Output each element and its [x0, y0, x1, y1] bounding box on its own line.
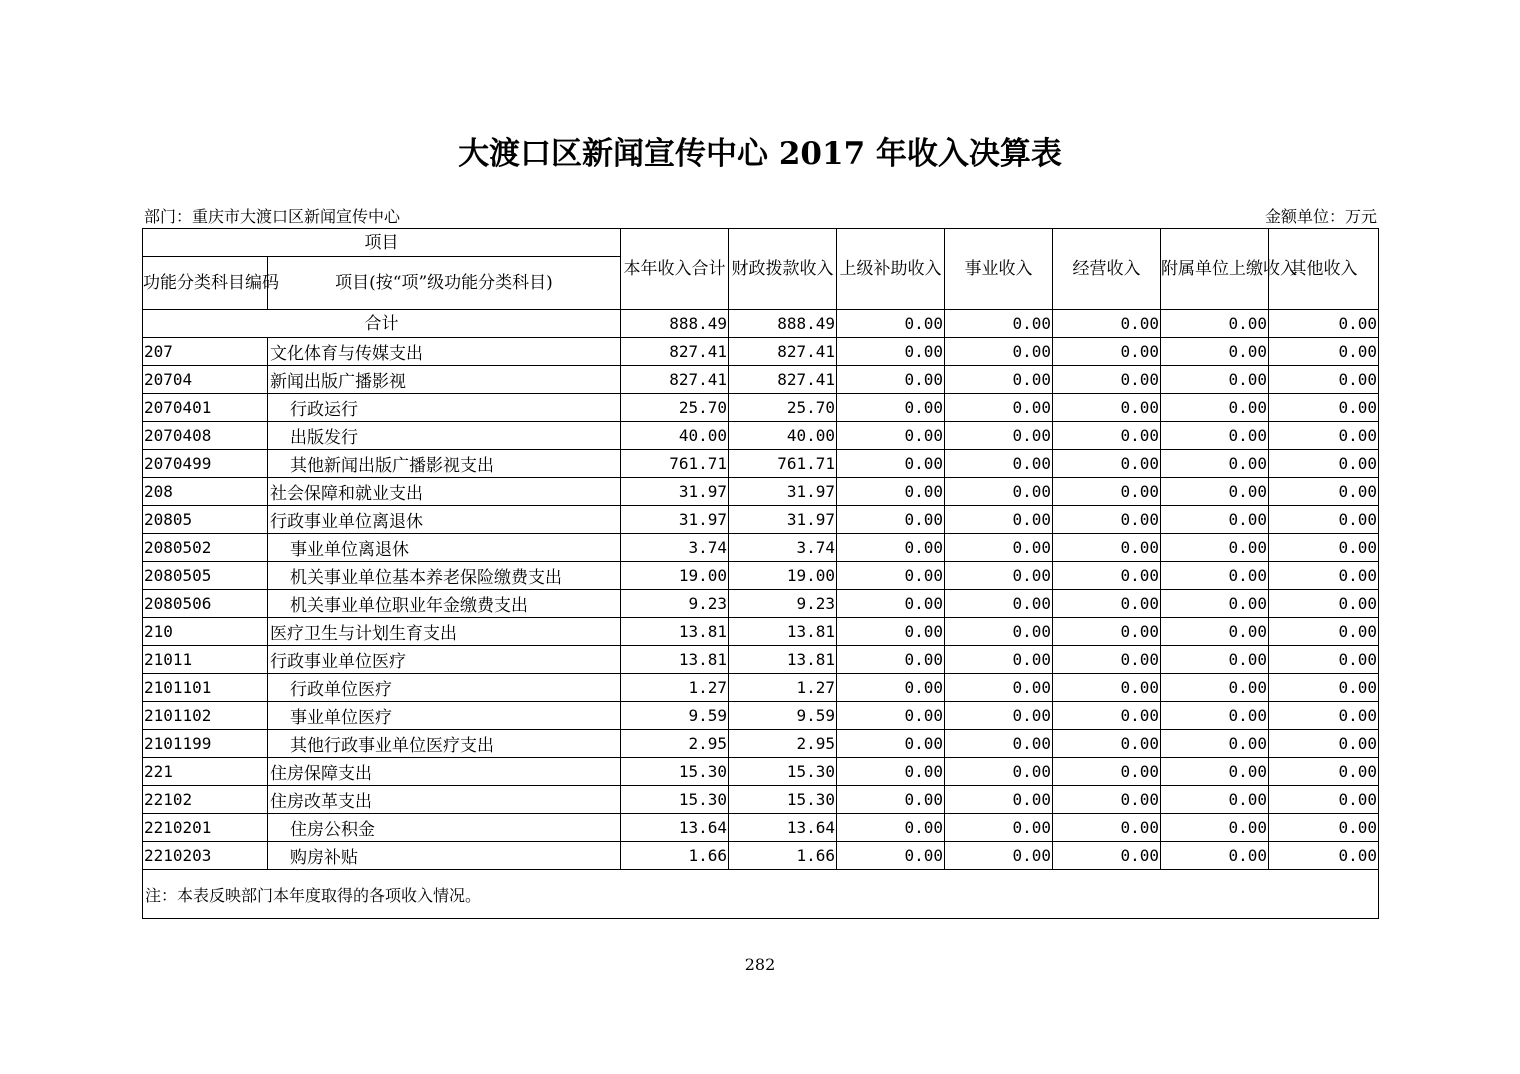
row-value: 0.00	[945, 814, 1053, 842]
row-value: 0.00	[1269, 646, 1379, 674]
header-fiscal: 财政拨款收入	[729, 229, 837, 310]
row-value: 1.66	[621, 842, 729, 870]
row-value: 13.64	[621, 814, 729, 842]
row-name: 文化体育与传媒支出	[268, 338, 621, 366]
row-value: 0.00	[1269, 394, 1379, 422]
row-value: 0.00	[945, 394, 1053, 422]
row-value: 761.71	[621, 450, 729, 478]
row-value: 0.00	[1053, 478, 1161, 506]
row-value: 0.00	[1269, 786, 1379, 814]
row-value: 0.00	[1053, 646, 1161, 674]
row-value: 31.97	[729, 506, 837, 534]
row-name: 行政运行	[268, 394, 621, 422]
row-value: 2.95	[729, 730, 837, 758]
row-value: 0.00	[1053, 450, 1161, 478]
row-name: 新闻出版广播影视	[268, 366, 621, 394]
row-name: 机关事业单位基本养老保险缴费支出	[268, 562, 621, 590]
row-value: 0.00	[1053, 534, 1161, 562]
row-code: 2070408	[143, 422, 268, 450]
row-code: 20805	[143, 506, 268, 534]
row-name: 医疗卫生与计划生育支出	[268, 618, 621, 646]
row-value: 0.00	[1053, 674, 1161, 702]
row-value: 25.70	[621, 394, 729, 422]
row-value: 0.00	[1269, 450, 1379, 478]
row-value: 0.00	[1161, 786, 1269, 814]
total-cell: 888.49	[729, 310, 837, 338]
row-name: 社会保障和就业支出	[268, 478, 621, 506]
total-cell: 0.00	[1161, 310, 1269, 338]
row-value: 3.74	[729, 534, 837, 562]
table-row	[143, 478, 1379, 506]
table-row	[143, 562, 1379, 590]
row-value: 0.00	[1269, 702, 1379, 730]
row-value: 0.00	[837, 814, 945, 842]
row-name: 购房补贴	[268, 842, 621, 870]
row-value: 0.00	[1053, 422, 1161, 450]
row-value: 0.00	[945, 366, 1053, 394]
row-value: 0.00	[837, 422, 945, 450]
row-name: 出版发行	[268, 422, 621, 450]
row-value: 0.00	[1269, 478, 1379, 506]
row-value: 40.00	[729, 422, 837, 450]
row-value: 0.00	[1161, 646, 1269, 674]
row-value: 0.00	[1269, 506, 1379, 534]
row-value: 0.00	[1161, 338, 1269, 366]
table-note: 注：本表反映部门本年度取得的各项收入情况。	[143, 870, 1379, 919]
row-value: 31.97	[729, 478, 837, 506]
row-name: 行政单位医疗	[268, 674, 621, 702]
row-value: 0.00	[837, 562, 945, 590]
row-name: 住房改革支出	[268, 786, 621, 814]
row-value: 0.00	[1053, 394, 1161, 422]
row-name: 事业单位医疗	[268, 702, 621, 730]
row-value: 1.27	[729, 674, 837, 702]
row-value: 0.00	[1269, 674, 1379, 702]
row-value: 0.00	[837, 534, 945, 562]
row-value: 0.00	[837, 450, 945, 478]
table-row	[143, 842, 1379, 870]
row-name: 住房公积金	[268, 814, 621, 842]
row-code: 221	[143, 758, 268, 786]
row-value: 0.00	[1161, 730, 1269, 758]
row-value: 0.00	[1053, 366, 1161, 394]
row-value: 0.00	[945, 562, 1053, 590]
row-value: 0.00	[837, 590, 945, 618]
table-row	[143, 786, 1379, 814]
row-value: 0.00	[945, 422, 1053, 450]
row-value: 0.00	[945, 758, 1053, 786]
row-value: 0.00	[1269, 618, 1379, 646]
row-value: 0.00	[945, 534, 1053, 562]
row-value: 0.00	[1053, 758, 1161, 786]
row-value: 0.00	[945, 450, 1053, 478]
row-value: 0.00	[1161, 842, 1269, 870]
header-project: 项目	[143, 229, 621, 257]
row-value: 0.00	[1053, 842, 1161, 870]
row-value: 0.00	[1269, 562, 1379, 590]
row-value: 15.30	[621, 786, 729, 814]
row-code: 2070499	[143, 450, 268, 478]
row-name: 其他新闻出版广播影视支出	[268, 450, 621, 478]
row-value: 0.00	[945, 786, 1053, 814]
table-row	[143, 814, 1379, 842]
row-value: 19.00	[729, 562, 837, 590]
row-value: 13.81	[729, 646, 837, 674]
row-code: 2101199	[143, 730, 268, 758]
row-value: 0.00	[837, 842, 945, 870]
row-value: 0.00	[837, 338, 945, 366]
row-value: 0.00	[1161, 534, 1269, 562]
table-row	[143, 590, 1379, 618]
row-code: 207	[143, 338, 268, 366]
row-value: 1.66	[729, 842, 837, 870]
table-row	[143, 646, 1379, 674]
header-superior: 上级补助收入	[837, 229, 945, 310]
row-value: 0.00	[1161, 394, 1269, 422]
row-value: 0.00	[1053, 590, 1161, 618]
row-value: 0.00	[945, 730, 1053, 758]
total-label: 合计	[143, 310, 621, 338]
row-code: 2080506	[143, 590, 268, 618]
table-row	[143, 394, 1379, 422]
row-value: 0.00	[1053, 506, 1161, 534]
total-cell: 0.00	[837, 310, 945, 338]
row-value: 761.71	[729, 450, 837, 478]
row-value: 0.00	[1053, 730, 1161, 758]
row-code: 2080502	[143, 534, 268, 562]
row-value: 0.00	[1053, 786, 1161, 814]
header-business: 事业收入	[945, 229, 1053, 310]
header-affiliated: 附属单位上缴收入	[1161, 229, 1269, 310]
row-value: 0.00	[837, 674, 945, 702]
table-row	[143, 338, 1379, 366]
row-value: 0.00	[1269, 534, 1379, 562]
row-code: 2101101	[143, 674, 268, 702]
row-value: 25.70	[729, 394, 837, 422]
row-value: 15.30	[621, 758, 729, 786]
department-label: 部门：重庆市大渡口区新闻宣传中心	[144, 207, 401, 226]
row-value: 0.00	[945, 506, 1053, 534]
row-value: 0.00	[837, 646, 945, 674]
row-value: 0.00	[1269, 814, 1379, 842]
row-value: 0.00	[945, 646, 1053, 674]
row-value: 0.00	[1161, 702, 1269, 730]
row-value: 0.00	[1161, 618, 1269, 646]
row-value: 0.00	[945, 702, 1053, 730]
row-value: 0.00	[1269, 422, 1379, 450]
row-value: 0.00	[1269, 338, 1379, 366]
header-operating: 经营收入	[1053, 229, 1161, 310]
row-value: 13.81	[621, 646, 729, 674]
row-value: 9.59	[621, 702, 729, 730]
table-row	[143, 534, 1379, 562]
row-value: 13.64	[729, 814, 837, 842]
row-value: 0.00	[1269, 758, 1379, 786]
row-value: 0.00	[837, 618, 945, 646]
row-value: 0.00	[837, 786, 945, 814]
row-value: 0.00	[837, 506, 945, 534]
row-value: 15.30	[729, 758, 837, 786]
row-value: 0.00	[1053, 702, 1161, 730]
row-value: 0.00	[837, 758, 945, 786]
row-value: 15.30	[729, 786, 837, 814]
row-value: 0.00	[1161, 450, 1269, 478]
row-value: 0.00	[1161, 674, 1269, 702]
row-value: 0.00	[1161, 562, 1269, 590]
amount-unit-label: 金额单位：万元	[1264, 207, 1377, 226]
total-cell: 0.00	[945, 310, 1053, 338]
header-total: 本年收入合计	[621, 229, 729, 310]
income-table	[142, 228, 1379, 919]
row-value: 827.41	[621, 338, 729, 366]
row-value: 0.00	[945, 590, 1053, 618]
table-row	[143, 422, 1379, 450]
row-value: 0.00	[837, 702, 945, 730]
row-value: 827.41	[729, 366, 837, 394]
row-value: 0.00	[1161, 758, 1269, 786]
row-value: 0.00	[1161, 422, 1269, 450]
row-value: 0.00	[1269, 590, 1379, 618]
row-value: 0.00	[1269, 730, 1379, 758]
table-row	[143, 730, 1379, 758]
row-code: 20704	[143, 366, 268, 394]
row-value: 2.95	[621, 730, 729, 758]
row-value: 0.00	[837, 730, 945, 758]
row-value: 0.00	[1269, 366, 1379, 394]
row-value: 0.00	[1161, 478, 1269, 506]
row-value: 9.23	[729, 590, 837, 618]
row-value: 13.81	[621, 618, 729, 646]
row-value: 13.81	[729, 618, 837, 646]
row-value: 1.27	[621, 674, 729, 702]
row-value: 0.00	[1161, 590, 1269, 618]
row-value: 0.00	[1161, 506, 1269, 534]
row-value: 9.59	[729, 702, 837, 730]
row-name: 机关事业单位职业年金缴费支出	[268, 590, 621, 618]
row-value: 19.00	[621, 562, 729, 590]
row-value: 0.00	[1053, 562, 1161, 590]
table-row	[143, 674, 1379, 702]
table-row	[143, 618, 1379, 646]
total-row	[143, 310, 1379, 338]
row-code: 2101102	[143, 702, 268, 730]
table-row	[143, 758, 1379, 786]
row-value: 0.00	[1053, 338, 1161, 366]
row-code: 2070401	[143, 394, 268, 422]
row-value: 0.00	[1161, 814, 1269, 842]
header-name: 项目(按“项”级功能分类科目)	[268, 257, 621, 310]
row-code: 210	[143, 618, 268, 646]
row-code: 2210201	[143, 814, 268, 842]
header-code: 功能分类科目编码	[143, 257, 268, 310]
row-value: 31.97	[621, 506, 729, 534]
row-value: 0.00	[945, 338, 1053, 366]
row-value: 827.41	[729, 338, 837, 366]
page-title: 大渡口区新闻宣传中心 2017 年收入决算表	[458, 136, 1062, 172]
row-value: 0.00	[945, 842, 1053, 870]
row-name: 事业单位离退休	[268, 534, 621, 562]
row-value: 0.00	[945, 674, 1053, 702]
row-value: 0.00	[1053, 618, 1161, 646]
row-value: 827.41	[621, 366, 729, 394]
row-code: 22102	[143, 786, 268, 814]
table-row	[143, 450, 1379, 478]
row-value: 0.00	[1269, 842, 1379, 870]
row-value: 0.00	[837, 366, 945, 394]
page-number: 282	[744, 955, 776, 974]
row-value: 3.74	[621, 534, 729, 562]
row-value: 0.00	[945, 478, 1053, 506]
row-value: 40.00	[621, 422, 729, 450]
total-cell: 888.49	[621, 310, 729, 338]
row-value: 0.00	[1053, 814, 1161, 842]
row-value: 0.00	[837, 478, 945, 506]
row-code: 21011	[143, 646, 268, 674]
row-name: 行政事业单位离退休	[268, 506, 621, 534]
row-code: 2210203	[143, 842, 268, 870]
total-cell: 0.00	[1053, 310, 1161, 338]
row-value: 31.97	[621, 478, 729, 506]
row-value: 0.00	[1161, 366, 1269, 394]
table-row	[143, 506, 1379, 534]
total-cell: 0.00	[1269, 310, 1379, 338]
table-row	[143, 366, 1379, 394]
row-value: 0.00	[945, 618, 1053, 646]
row-value: 0.00	[837, 394, 945, 422]
row-name: 行政事业单位医疗	[268, 646, 621, 674]
row-code: 208	[143, 478, 268, 506]
header-other: 其他收入	[1269, 229, 1379, 310]
row-value: 9.23	[621, 590, 729, 618]
row-name: 其他行政事业单位医疗支出	[268, 730, 621, 758]
row-code: 2080505	[143, 562, 268, 590]
table-row	[143, 702, 1379, 730]
row-name: 住房保障支出	[268, 758, 621, 786]
